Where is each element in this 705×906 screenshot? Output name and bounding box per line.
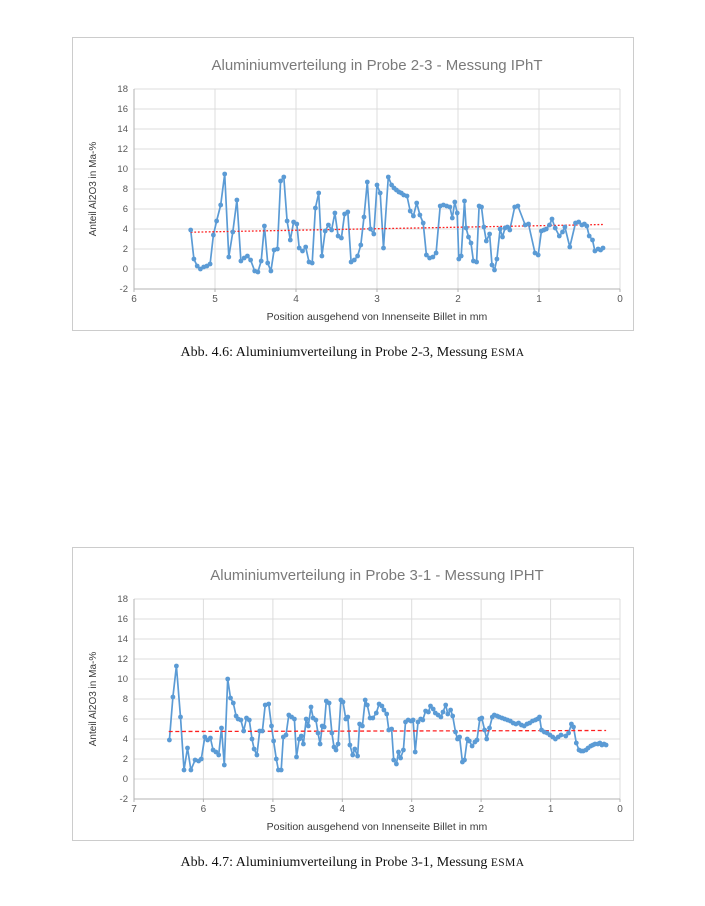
svg-text:6: 6 [122, 714, 128, 726]
svg-text:12: 12 [117, 144, 128, 156]
figure-probe-3-1 [72, 547, 634, 841]
svg-text:7: 7 [131, 804, 137, 815]
svg-text:12: 12 [117, 654, 128, 666]
svg-text:16: 16 [117, 614, 128, 626]
svg-text:5: 5 [270, 804, 276, 815]
svg-text:1: 1 [547, 804, 554, 815]
figure-caption-4-6 [0, 343, 705, 363]
svg-text:2: 2 [122, 244, 128, 256]
figure-probe-2-3 [72, 37, 634, 331]
svg-text:Anteil Al2O3 in Ma-%: Anteil Al2O3 in Ma-% [88, 651, 99, 747]
svg-text:8: 8 [122, 184, 128, 196]
svg-text:6: 6 [122, 204, 128, 216]
svg-text:-2: -2 [119, 794, 128, 806]
caption-text: Abb. 4.7: Aluminiumverteilung in Probe 3-1, Messung [180, 855, 491, 870]
svg-text:4: 4 [293, 294, 299, 305]
svg-text:Position ausgehend von Innense: Position ausgehend von Innenseite Billet in mm [266, 311, 488, 323]
caption-smallcaps: ESMA [490, 857, 525, 869]
svg-text:Position ausgehend von Innense: Position ausgehend von Innenseite Billet in mm [266, 821, 488, 833]
svg-text:2: 2 [122, 754, 128, 766]
svg-text:18: 18 [117, 84, 128, 96]
svg-text:16: 16 [117, 104, 128, 116]
svg-text:14: 14 [117, 634, 128, 646]
svg-text:10: 10 [117, 164, 128, 176]
caption-smallcaps: ESMA [490, 347, 525, 359]
svg-text:4: 4 [122, 224, 128, 236]
svg-text:Aluminiumverteilung in Probe 2: Aluminiumverteilung in Probe 2-3 - Messung IPhT [211, 57, 543, 74]
svg-text:4: 4 [122, 734, 128, 746]
svg-text:8: 8 [122, 694, 128, 706]
svg-text:2: 2 [478, 804, 484, 815]
svg-text:3: 3 [374, 294, 380, 305]
caption-text: Abb. 4.6: Aluminiumverteilung in Probe 2-3, Messung [180, 345, 491, 360]
svg-text:2: 2 [455, 294, 461, 305]
svg-text:6: 6 [200, 804, 207, 815]
svg-text:1: 1 [536, 294, 542, 305]
svg-text:Aluminiumverteilung in Probe 3: Aluminiumverteilung in Probe 3-1 - Messung IPHT [210, 567, 544, 584]
figure-caption-4-7 [0, 853, 705, 873]
svg-text:3: 3 [408, 804, 415, 815]
svg-text:0: 0 [617, 294, 623, 305]
svg-text:10: 10 [117, 674, 128, 686]
svg-text:0: 0 [122, 264, 128, 276]
svg-text:4: 4 [339, 804, 346, 815]
chart-probe-2-3 [73, 38, 633, 330]
svg-text:18: 18 [117, 594, 128, 606]
chart-probe-3-1 [73, 548, 633, 840]
svg-text:0: 0 [617, 804, 623, 815]
svg-text:6: 6 [131, 294, 137, 305]
svg-text:5: 5 [212, 294, 218, 305]
svg-text:14: 14 [117, 124, 128, 136]
svg-text:-2: -2 [119, 284, 128, 296]
svg-text:Anteil Al2O3 in Ma-%: Anteil Al2O3 in Ma-% [88, 141, 99, 237]
svg-text:0: 0 [122, 774, 128, 786]
